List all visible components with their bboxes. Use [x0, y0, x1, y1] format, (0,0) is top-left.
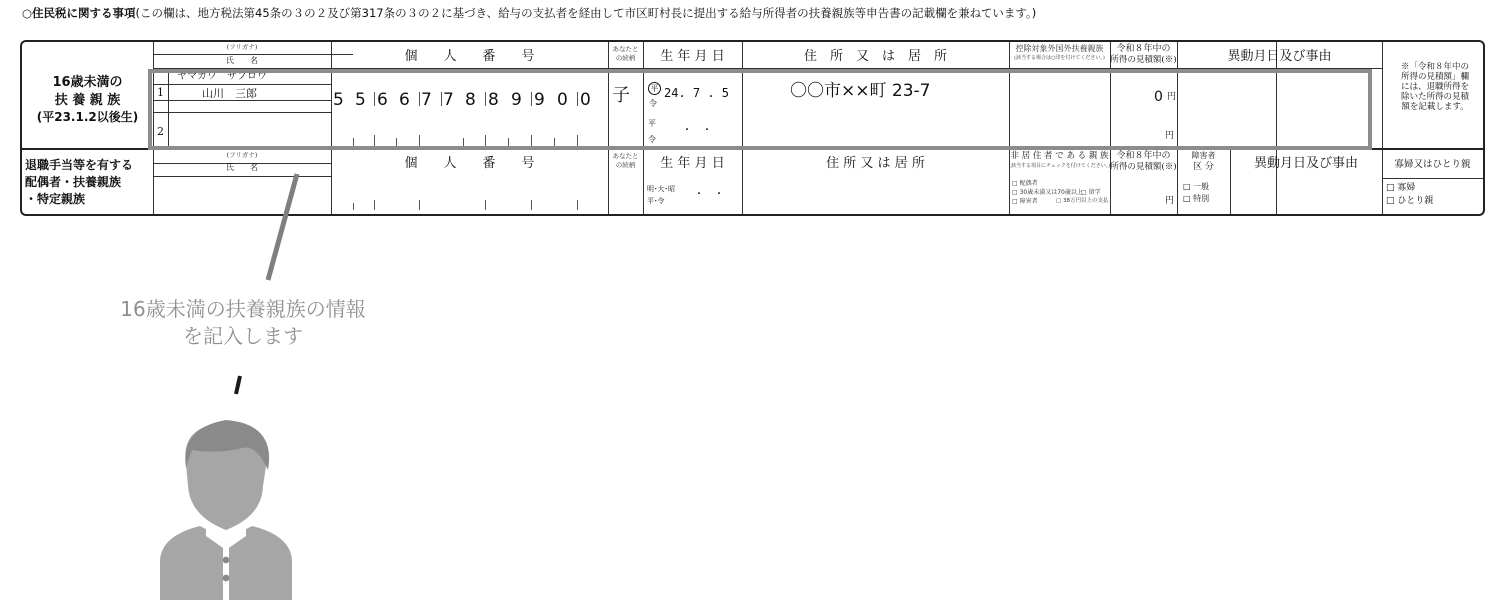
personal-number-header: 個 人 番 号	[404, 49, 535, 64]
relation-header: あなたと	[612, 45, 639, 53]
dependent-name[interactable]: 山川 三郎	[202, 87, 257, 100]
widow-header: 寡婦又はひとり親	[1394, 159, 1471, 170]
widow-check[interactable]: □ 寡婦	[1386, 183, 1416, 193]
check-study[interactable]: □ 留学	[1081, 189, 1101, 196]
income-side-note: ※「令和８年中の 所得の見積額」欄 には、退職所得を 除いた所得の見積 額を記載します。	[1400, 62, 1469, 112]
birthdate-value[interactable]: 24. 7 . 5	[664, 86, 730, 100]
furigana-header: (フリガナ)	[226, 43, 258, 51]
income-header: 令和８年中の	[1116, 44, 1171, 54]
check-support[interactable]: □ 38万円以上の支払	[1056, 198, 1109, 204]
disability-special-check[interactable]: □ 特別	[1183, 194, 1210, 203]
income-value[interactable]: 0	[1154, 89, 1163, 105]
check-age[interactable]: □ 30歳未満又は70歳以上	[1012, 189, 1083, 196]
name-header: 氏 名	[226, 56, 258, 65]
birthdate-header: 生 年 月 日	[660, 49, 725, 64]
disability-general-check[interactable]: □ 一般	[1183, 182, 1210, 191]
change-header: 異動月日及び事由	[1227, 49, 1332, 64]
retirement-label: 退職手当等を有する	[25, 158, 134, 172]
era-heisei-circled[interactable]: 平	[648, 82, 661, 95]
check-spouse[interactable]: □ 配偶者	[1012, 180, 1038, 187]
row-number-2: 2	[157, 125, 164, 138]
foreign-dependent-header: 控除対象外国外扶養親族	[1015, 44, 1104, 53]
under16-label: 16歳未満の	[52, 75, 123, 90]
birthdate-empty[interactable]: ・ ・	[682, 125, 712, 136]
single-parent-check[interactable]: □ ひとり親	[1386, 196, 1434, 206]
address-header: 住 所 又 は 居 所	[803, 49, 947, 64]
furigana-value[interactable]: ヤマカワ サブロウ	[177, 71, 267, 82]
address-value[interactable]: 〇〇市××町 23-7	[790, 81, 931, 101]
callout-text: 16歳未満の扶養親族の情報 を記入します	[120, 297, 366, 348]
resident-tax-form: (フリガナ) 氏 名 個 人 番 号 あなたと の続柄 生 年 月 日 住 所 又 は 居 所 控除対象外国外扶養親族 (該当する場合は○印を付けてください。) 令和８年中の 所得の見積額(※) 異動月日及び事由 16歳未満の 扶 養 親 族 (平23.1.2以後生) 1 ヤマカワ サブロウ 山川 三郎 5 5 6 6 7 7 8 8 9 9 0 0 子 平 令 24. 7 . 5 〇〇市××町 23-7 0 円 2 平 令 ・ ・ 円 退職手当等を有する 配偶者・扶養親族 ・特定親族 (フリガナ) 氏 名 個 人 番 号 あなたと の続柄 生 年 月 日 住 所 又 は 居 所 非 居 住 者 で あ る 親 族 (該当する項目にチェックを付けてください。) 令和８年中の 所得の見積額(※) 障害者 区 分 異動月日及び事由 寡婦又はひとり親 明･大･昭 平･令 ・ ・ □ 配偶者 □ 30歳未満又は70歳以上 □ 留学 □ 障害者 □ 38万円以上の支払 円 □ 一般 □ 特別 □ 寡婦 □ ひとり親 ※「令和８年中の 所得の見積額」欄 には、退職所得を 除いた所得の見積 額を記載します。	[20, 40, 1485, 216]
section-heading: ○住民税に関する事項(この欄は、地方税法第45条の３の２及び第317条の３の２に基づき、給与の支払者を経由して市区町村長に提出する給与所得者の扶養親族等申告書の記載欄を兼ねています。)	[22, 6, 1037, 20]
row-number-1: 1	[157, 86, 164, 99]
retirement-birthdate[interactable]: ・ ・	[694, 189, 724, 200]
person-icon	[150, 410, 300, 600]
relation-value[interactable]: 子	[612, 85, 630, 106]
check-disabled[interactable]: □ 障害者	[1012, 198, 1038, 205]
